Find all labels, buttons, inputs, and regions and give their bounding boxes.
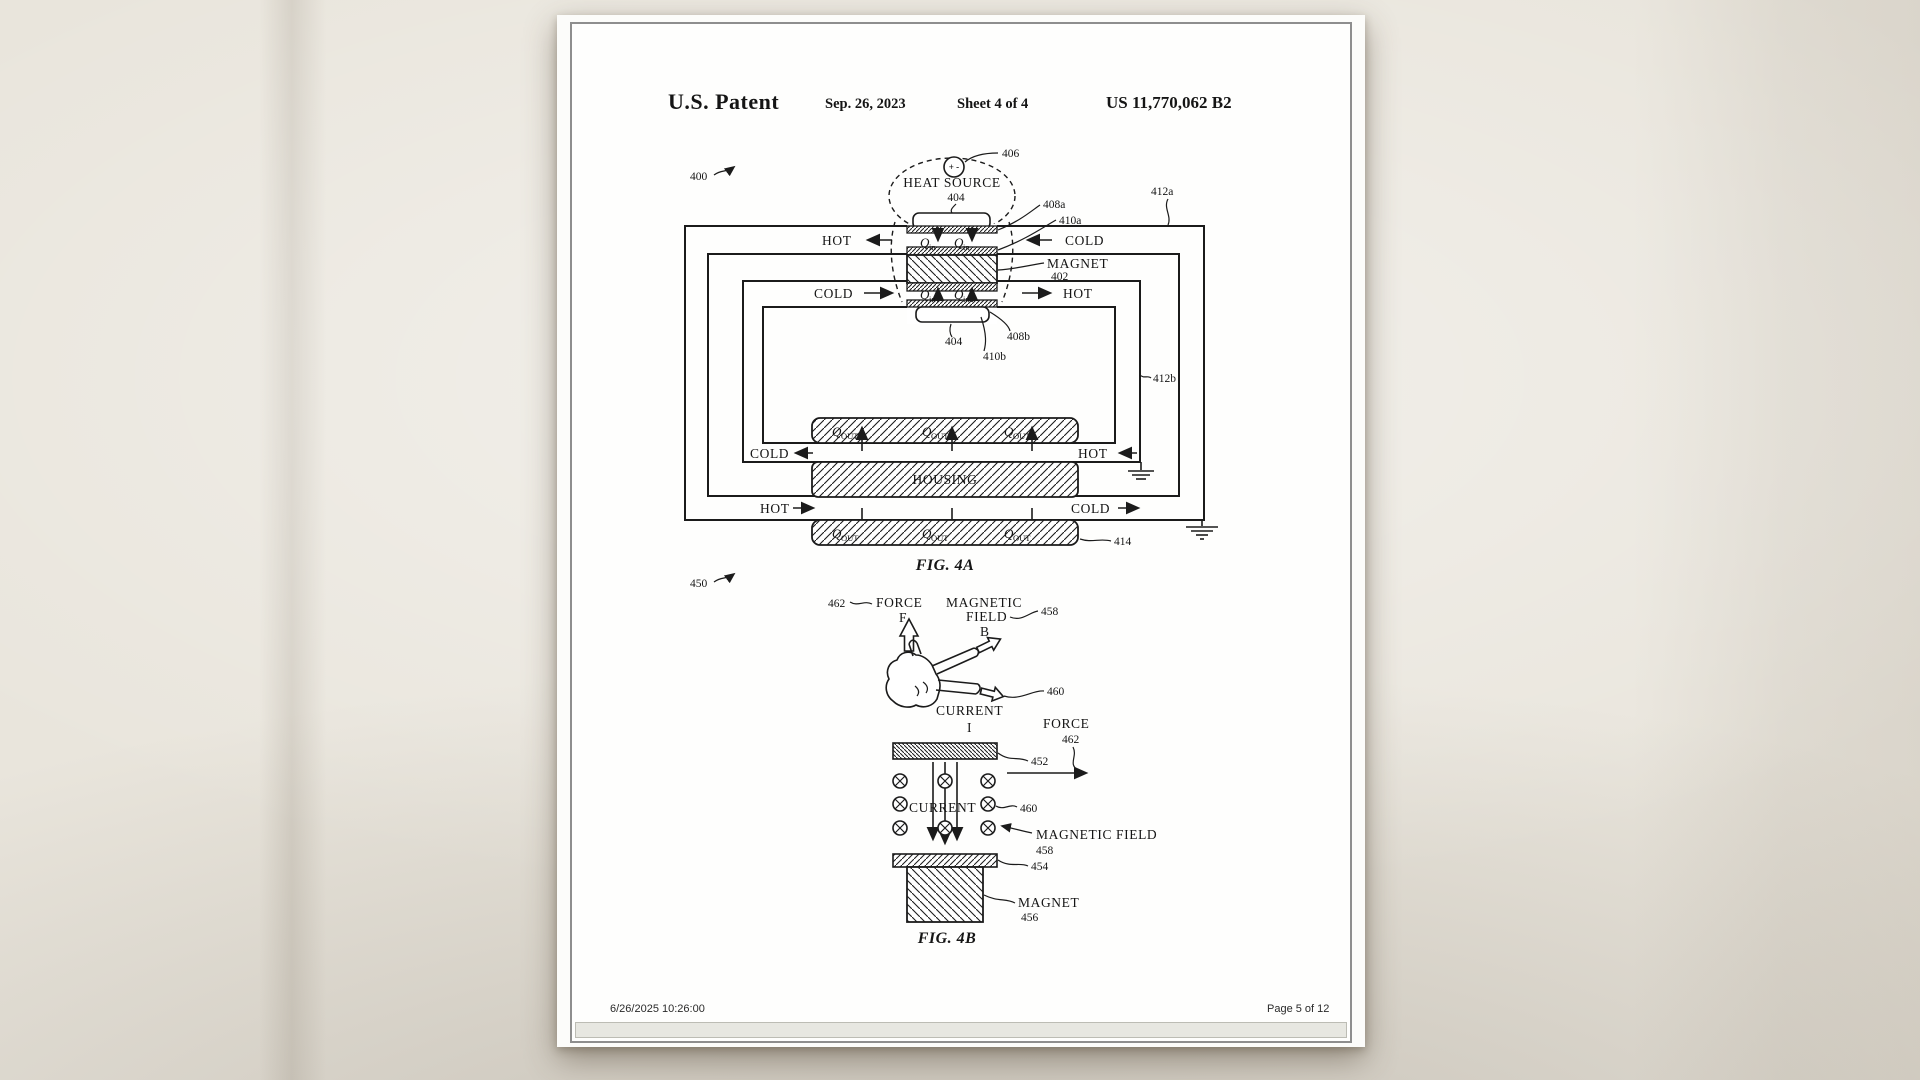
svg-text:OUT: OUT — [841, 533, 859, 543]
patent-sheet — [557, 15, 1365, 1047]
svg-text:Q: Q — [920, 287, 930, 302]
ref-458-bottom-label: 458 — [1036, 845, 1054, 857]
svg-text:Q: Q — [832, 424, 842, 439]
right-hand-icon — [886, 640, 980, 707]
magnetic-field-label-line2: FIELD — [966, 609, 1008, 624]
svg-text:OUT: OUT — [931, 431, 949, 441]
ref-412b-label: 412b — [1153, 373, 1176, 385]
svg-text:Q: Q — [922, 526, 932, 541]
qout-bar-top — [812, 418, 1078, 451]
current-label-field: CURRENT — [909, 800, 977, 815]
patent-header-date: Sep. 26, 2023 — [825, 96, 906, 112]
magnet-label: MAGNET — [1047, 256, 1109, 271]
force-symbol: F — [899, 610, 908, 625]
magnet-assembly — [907, 213, 997, 324]
ref-408a-label: 408a — [1043, 199, 1066, 211]
svg-text:HOT: HOT — [822, 233, 852, 248]
figure-4a — [680, 140, 1220, 590]
svg-text:HOT: HOT — [1063, 286, 1093, 301]
svg-text:OUT: OUT — [931, 533, 949, 543]
svg-text:Q: Q — [954, 235, 964, 250]
housing-label: HOUSING — [912, 472, 978, 487]
ref-460-top-label: 460 — [1047, 686, 1065, 698]
force-label-right: FORCE — [1043, 716, 1090, 731]
fig4a-caption: FIG. 4A — [915, 557, 975, 574]
ref-456-label: 456 — [1021, 912, 1039, 924]
ref-450-label: 450 — [690, 578, 708, 590]
housing-bar — [812, 462, 1078, 497]
top-conductor-strip — [907, 226, 997, 233]
svg-text:HOT: HOT — [760, 501, 790, 516]
svg-text:Q: Q — [832, 526, 842, 541]
svg-text:COLD: COLD — [750, 446, 790, 461]
ref-400-label: 400 — [690, 171, 708, 183]
svg-text:in: in — [963, 242, 970, 252]
fig4b-caption: FIG. 4B — [917, 930, 977, 947]
svg-text:in: in — [929, 294, 936, 304]
svg-text:COLD: COLD — [814, 286, 854, 301]
flow-row-4 — [760, 501, 1138, 516]
patent-header-title: U.S. Patent — [668, 89, 780, 114]
magnet-block — [907, 255, 997, 283]
ref-404-top-label: 404 — [947, 192, 965, 204]
force-label-top: FORCE — [876, 595, 923, 610]
svg-text:OUT: OUT — [1013, 533, 1031, 543]
power-source-symbol: + - — [948, 162, 960, 172]
hand-rule-labels — [828, 595, 1059, 639]
ref-458-top-label: 458 — [1041, 606, 1059, 618]
svg-text:in: in — [963, 294, 970, 304]
current-direction-arrow — [979, 684, 1005, 703]
force-group-right — [1007, 716, 1090, 773]
figure-ref-450 — [690, 574, 734, 590]
print-timestamp: 6/26/2025 10:26:00 — [610, 1003, 705, 1015]
svg-text:Q: Q — [922, 424, 932, 439]
ground-symbol-inner — [1128, 462, 1154, 479]
bottom-bracket — [916, 307, 989, 322]
ref-460-field-label: 460 — [1020, 803, 1038, 815]
svg-text:in: in — [929, 242, 936, 252]
ref-462-left-label: 462 — [828, 598, 846, 610]
conductor-bar — [893, 743, 1049, 768]
svg-text:Q: Q — [1004, 526, 1014, 541]
ref-410a-label: 410a — [1059, 215, 1082, 227]
ref-452-label: 452 — [1031, 756, 1049, 768]
svg-text:Q: Q — [920, 235, 930, 250]
ref-404-bottom-label: 404 — [945, 336, 963, 348]
ref-408b-label: 408b — [1007, 331, 1030, 343]
current-symbol: I — [967, 720, 973, 735]
svg-text:OUT: OUT — [1013, 431, 1031, 441]
ref-412a-label: 412a — [1151, 186, 1174, 198]
figure-4b — [680, 565, 1200, 955]
svg-text:Q: Q — [1004, 424, 1014, 439]
current-label-top: CURRENT — [936, 703, 1004, 718]
magnet-4b-label: MAGNET — [1018, 895, 1080, 910]
field-symbol: B — [980, 624, 990, 639]
svg-text:HOT: HOT — [1078, 446, 1108, 461]
heat-source-label: HEAT SOURCE — [903, 175, 1001, 190]
ref-462-right-label: 462 — [1062, 734, 1080, 746]
svg-text:COLD: COLD — [1065, 233, 1105, 248]
ref-414-label: 414 — [1114, 536, 1132, 548]
print-page-indicator: Page 5 of 12 — [1267, 1003, 1330, 1015]
ref-406-label: 406 — [1002, 148, 1020, 160]
horizontal-scrollbar[interactable] — [575, 1022, 1347, 1038]
ref-454-label: 454 — [1031, 861, 1049, 873]
magnetic-field-label-line1: MAGNETIC — [946, 595, 1023, 610]
svg-text:Q: Q — [954, 287, 964, 302]
magnetic-field-label-inline: MAGNETIC FIELD — [1036, 827, 1158, 842]
svg-text:COLD: COLD — [1071, 501, 1111, 516]
flow-row-3 — [750, 446, 1137, 461]
patent-header-number: US 11,770,062 B2 — [1106, 93, 1232, 112]
patent-header-sheet: Sheet 4 of 4 — [957, 96, 1029, 112]
magnet-4b — [907, 867, 1079, 924]
ref-410b-label: 410b — [983, 351, 1006, 363]
svg-text:OUT: OUT — [841, 431, 859, 441]
figure-ref-400 — [690, 167, 734, 183]
ref-402-label: 402 — [1051, 271, 1069, 283]
ground-symbol-outer — [1186, 520, 1218, 539]
